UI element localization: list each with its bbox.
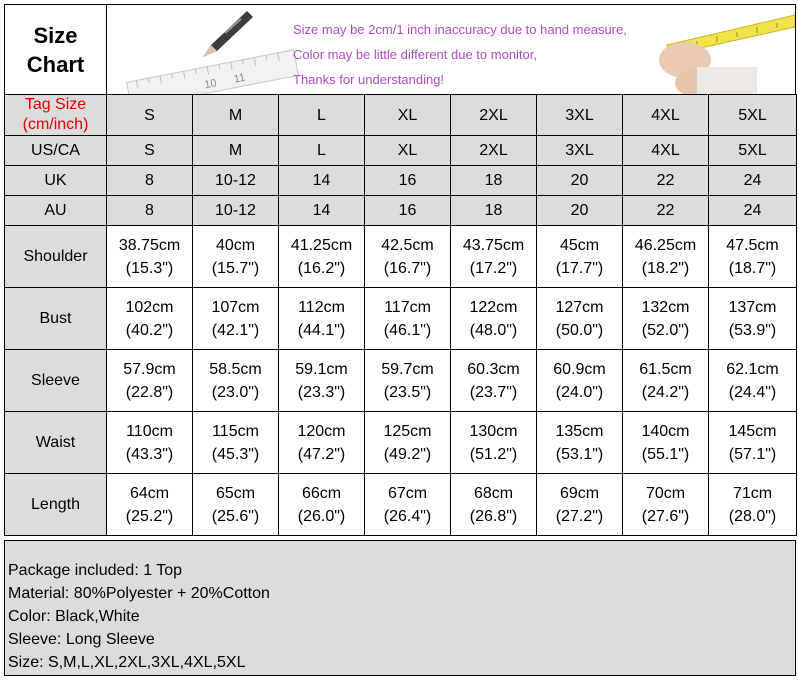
package-material: Material: 80%Polyester + 20%Cotton [8,585,270,602]
table-cell: 10-12 [193,196,279,226]
measurement-cm: 140cm [641,422,690,440]
measurement-row [5,288,797,350]
measurement-cell [709,412,797,474]
measurement-inch: (18.7") [728,259,777,277]
measurement-cm: 38.75cm [118,236,181,254]
measurement-inch: (26.0") [297,507,346,525]
measurement-inch: (53.1") [555,445,604,463]
measurement-cell [365,412,451,474]
measurement-cell [451,288,537,350]
ruler-number-11: 11 [232,71,247,86]
measure-notice-banner [107,5,795,95]
measurement-inch: (24.2") [641,383,690,401]
table-cell: 5XL [709,136,797,166]
measurement-cm: 110cm [126,422,173,440]
measurement-cell [107,350,193,412]
measurement-cell [365,350,451,412]
measurement-cell [365,226,451,288]
tag-size-header [5,95,107,136]
measurement-cell [451,226,537,288]
title-line-2: Chart [26,52,85,77]
measurement-inch: (23.3") [297,383,346,401]
measurement-row [5,226,797,288]
measurement-cell [451,474,537,536]
measurement-cm: 127cm [555,298,604,316]
measurement-label: Waist [5,412,107,474]
measurement-cm: 67cm [387,484,428,502]
measurement-cm: 135cm [555,422,604,440]
row-label: AU [5,196,107,226]
package-info [4,540,796,676]
measurement-cell [107,226,193,288]
measurement-inch: (28.0") [728,507,777,525]
measurement-inch: (22.8") [125,383,174,401]
measurement-cm: 132cm [641,298,690,316]
package-included: Package included: 1 Top [8,562,183,579]
measurement-inch: (18.2") [641,259,690,277]
measurement-inch: (24.4") [728,383,777,401]
measurement-cm: 107cm [211,298,260,316]
measurement-inch: (26.8") [469,507,518,525]
measurement-inch: (17.2") [469,259,518,277]
table-cell: M [193,136,279,166]
measurement-cm: 68cm [473,484,514,502]
size-header: S [107,95,193,136]
measurement-cell [193,226,279,288]
measurement-cm: 102cm [125,298,174,316]
measurement-cm: 61.5cm [639,360,692,378]
measurement-inch: (15.3") [125,259,174,277]
measurement-row [5,474,797,536]
table-cell: 24 [709,166,797,196]
measurement-inch: (16.2") [297,259,346,277]
package-sizes: Size: S,M,L,XL,2XL,3XL,4XL,5XL [8,654,246,671]
table-cell: 16 [365,166,451,196]
measurement-cell [709,288,797,350]
measurement-cm: 69cm [559,484,600,502]
measurement-cell [451,412,537,474]
measurement-cell [623,474,709,536]
measurement-inch: (52.0") [641,321,690,339]
measurement-inch: (55.1") [641,445,690,463]
measurement-cell [193,288,279,350]
measurement-cell [279,350,365,412]
chart-header [4,4,796,95]
measurement-cell [709,474,797,536]
measurement-cell [451,350,537,412]
measurement-cm: 59.1cm [295,360,348,378]
table-cell: 8 [107,166,193,196]
measurement-cm: 145cm [728,422,777,440]
measurement-cell [623,412,709,474]
measurement-cell [279,474,365,536]
measurement-cm: 43.75cm [462,236,525,254]
notice-color: Color may be little different due to monitor, [293,47,537,62]
size-header: 2XL [451,95,537,136]
measurement-cell [279,226,365,288]
table-cell: 16 [365,196,451,226]
measurement-inch: (49.2") [383,445,432,463]
measurement-cell [537,474,623,536]
measurement-cm: 137cm [728,298,777,316]
measurement-label: Sleeve [5,350,107,412]
measurement-cm: 71cm [732,484,773,502]
measurement-inch: (47.2") [297,445,346,463]
package-sleeve: Sleeve: Long Sleeve [8,631,155,648]
measurement-cell [193,474,279,536]
measurement-inch: (25.6") [211,507,260,525]
row-label: UK [5,166,107,196]
measurement-cell [623,350,709,412]
measurement-cell [709,350,797,412]
measurement-inch: (50.0") [555,321,604,339]
table-cell: 22 [623,196,709,226]
measurement-cm: 122cm [469,298,518,316]
measurement-cm: 64cm [129,484,170,502]
measurement-cm: 46.25cm [634,236,697,254]
measurement-inch: (23.7") [469,383,518,401]
measurement-cell [107,412,193,474]
measurement-label: Shoulder [5,226,107,288]
measurement-inch: (46.1") [383,321,432,339]
measurement-inch: (24.0") [555,383,604,401]
measurement-cm: 130cm [469,422,518,440]
measurement-cm: 42.5cm [381,236,434,254]
notice-thanks: Thanks for understanding! [293,72,445,87]
measurement-cm: 60.3cm [467,360,520,378]
tag-size-label: Tag Size [24,96,87,113]
measurement-inch: (40.2") [125,321,174,339]
size-header: XL [365,95,451,136]
table-cell: 18 [451,196,537,226]
measurement-cell [709,226,797,288]
tag-size-row [5,95,797,136]
measurement-inch: (42.1") [211,321,260,339]
table-cell: S [107,136,193,166]
ruler-number-10: 10 [203,77,218,92]
measurement-inch: (43.3") [125,445,174,463]
measurement-cm: 115cm [212,422,259,440]
measurement-cm: 59.7cm [381,360,434,378]
table-cell: 14 [279,166,365,196]
measurement-cm: 40cm [215,236,256,254]
measurement-cm: 57.9cm [123,360,176,378]
table-cell: 4XL [623,136,709,166]
measurement-inch: (15.7") [211,259,260,277]
measurement-label: Bust [5,288,107,350]
measurement-cell [623,288,709,350]
measurement-row [5,412,797,474]
measurement-inch: (17.7") [555,259,604,277]
size-header: 3XL [537,95,623,136]
notice-accuracy: Size may be 2cm/1 inch inaccuracy due to hand measure, [293,22,627,37]
measurement-cell [537,288,623,350]
measurement-inch: (44.1") [297,321,346,339]
measurement-cm: 58.5cm [209,360,262,378]
measurement-cell [365,288,451,350]
measurement-cell [107,474,193,536]
table-cell: 20 [537,196,623,226]
measurement-cell [279,288,365,350]
size-header: L [279,95,365,136]
measurement-cell [537,412,623,474]
conversion-row [5,196,797,226]
table-cell: 24 [709,196,797,226]
measurement-cell [193,350,279,412]
table-cell: 2XL [451,136,537,166]
table-cell: 20 [537,166,623,196]
chart-title [5,5,107,95]
table-cell: 3XL [537,136,623,166]
measurement-cm: 45cm [559,236,600,254]
conversion-row [5,166,797,196]
table-cell: 18 [451,166,537,196]
measurement-inch: (48.0") [469,321,518,339]
title-line-1: Size [33,23,78,48]
measurement-cell [365,474,451,536]
measurement-inch: (16.7") [383,259,432,277]
measurement-cell [107,288,193,350]
measurement-cell [193,412,279,474]
tape-measure-icon [659,15,795,95]
size-table [4,94,797,536]
measurement-cm: 70cm [645,484,686,502]
measurement-inch: (51.2") [469,445,518,463]
table-cell: 22 [623,166,709,196]
pen-icon [203,11,253,57]
measurement-label: Length [5,474,107,536]
measurement-cm: 112cm [298,298,345,316]
table-cell: XL [365,136,451,166]
measurement-cell [537,350,623,412]
measurement-cm: 117cm [384,298,431,316]
tag-size-unit: (cm/inch) [22,116,89,133]
measurement-cell [279,412,365,474]
measurement-inch: (53.9") [728,321,777,339]
measurement-inch: (25.2") [125,507,174,525]
measurement-cell [537,226,623,288]
size-header: 4XL [623,95,709,136]
measurement-cell [623,226,709,288]
table-cell: L [279,136,365,166]
measurement-inch: (23.0") [211,383,260,401]
row-label: US/CA [5,136,107,166]
measurement-cm: 66cm [301,484,342,502]
measurement-cm: 41.25cm [290,236,353,254]
table-cell: 14 [279,196,365,226]
conversion-row [5,136,797,166]
measurement-inch: (23.5") [383,383,432,401]
size-chart [4,4,796,682]
measurement-inch: (27.2") [555,507,604,525]
measurement-inch: (27.6") [641,507,690,525]
measurement-cm: 120cm [297,422,346,440]
table-cell: 10-12 [193,166,279,196]
size-header: M [193,95,279,136]
size-header: 5XL [709,95,797,136]
measurement-cm: 65cm [215,484,256,502]
measurement-inch: (26.4") [383,507,432,525]
measurement-row [5,350,797,412]
measurement-cm: 60.9cm [553,360,606,378]
measurement-cm: 62.1cm [726,360,779,378]
table-cell: 8 [107,196,193,226]
measurement-inch: (45.3") [211,445,260,463]
measurement-inch: (57.1") [728,445,777,463]
package-color: Color: Black,White [8,608,140,625]
measurement-cm: 47.5cm [726,236,779,254]
measurement-cm: 125cm [383,422,432,440]
